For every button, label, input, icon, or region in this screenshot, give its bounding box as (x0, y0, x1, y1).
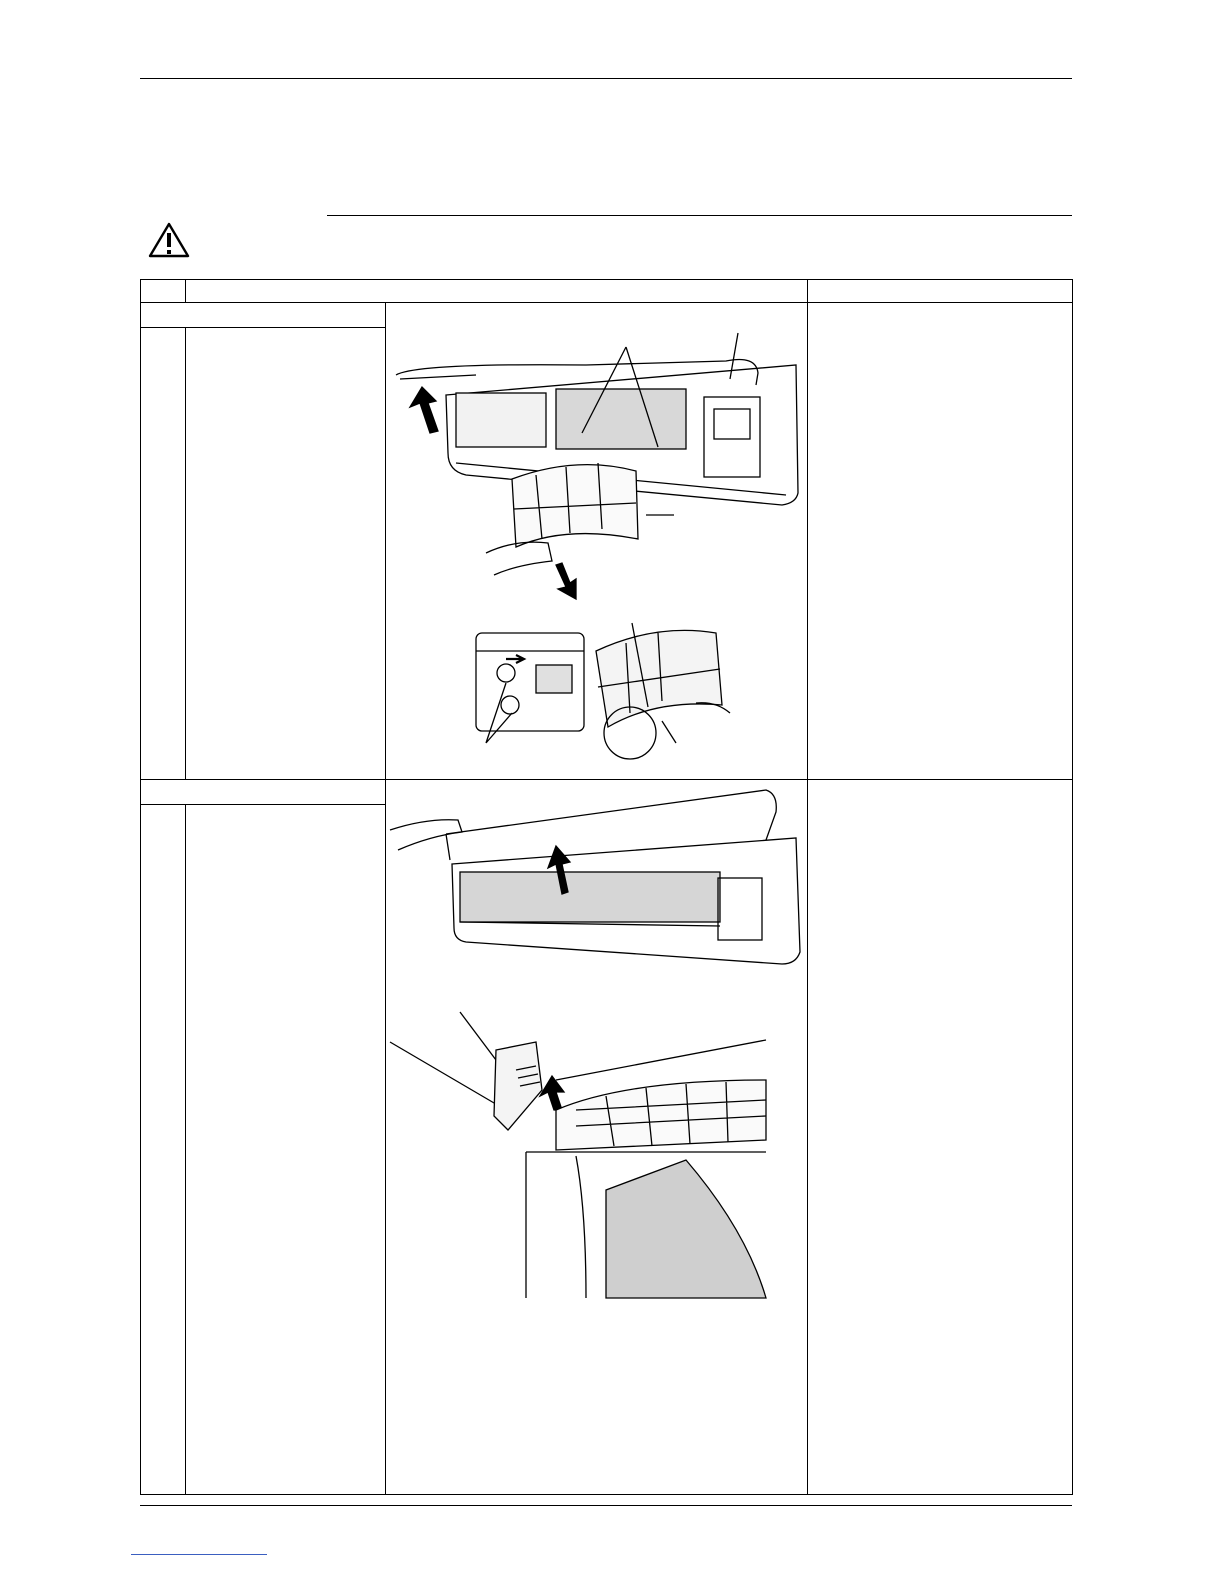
section-rule (327, 215, 1072, 216)
section-2-title (141, 780, 386, 805)
header-procedure (186, 280, 808, 303)
footer-link-underline[interactable] (131, 1554, 267, 1555)
front-panel-detach-illustration (386, 780, 806, 1308)
front-panel-filter-removal-illustration (386, 303, 806, 779)
section-1-title (141, 303, 386, 328)
section-2-procedure (186, 805, 386, 1495)
section-1-procedure (186, 328, 386, 780)
footer-rule (140, 1505, 1072, 1506)
section-1-points (808, 303, 1073, 780)
section-1-step (141, 328, 186, 780)
section-2-step (141, 805, 186, 1495)
section-1-figure-cell (386, 303, 808, 780)
warning-triangle-icon (148, 222, 190, 258)
header-points (808, 280, 1073, 303)
procedure-table (140, 279, 1073, 1495)
header-step (141, 280, 186, 303)
section-2-points (808, 780, 1073, 1495)
header-rule (140, 78, 1072, 79)
section-2-figure-cell (386, 780, 808, 1495)
